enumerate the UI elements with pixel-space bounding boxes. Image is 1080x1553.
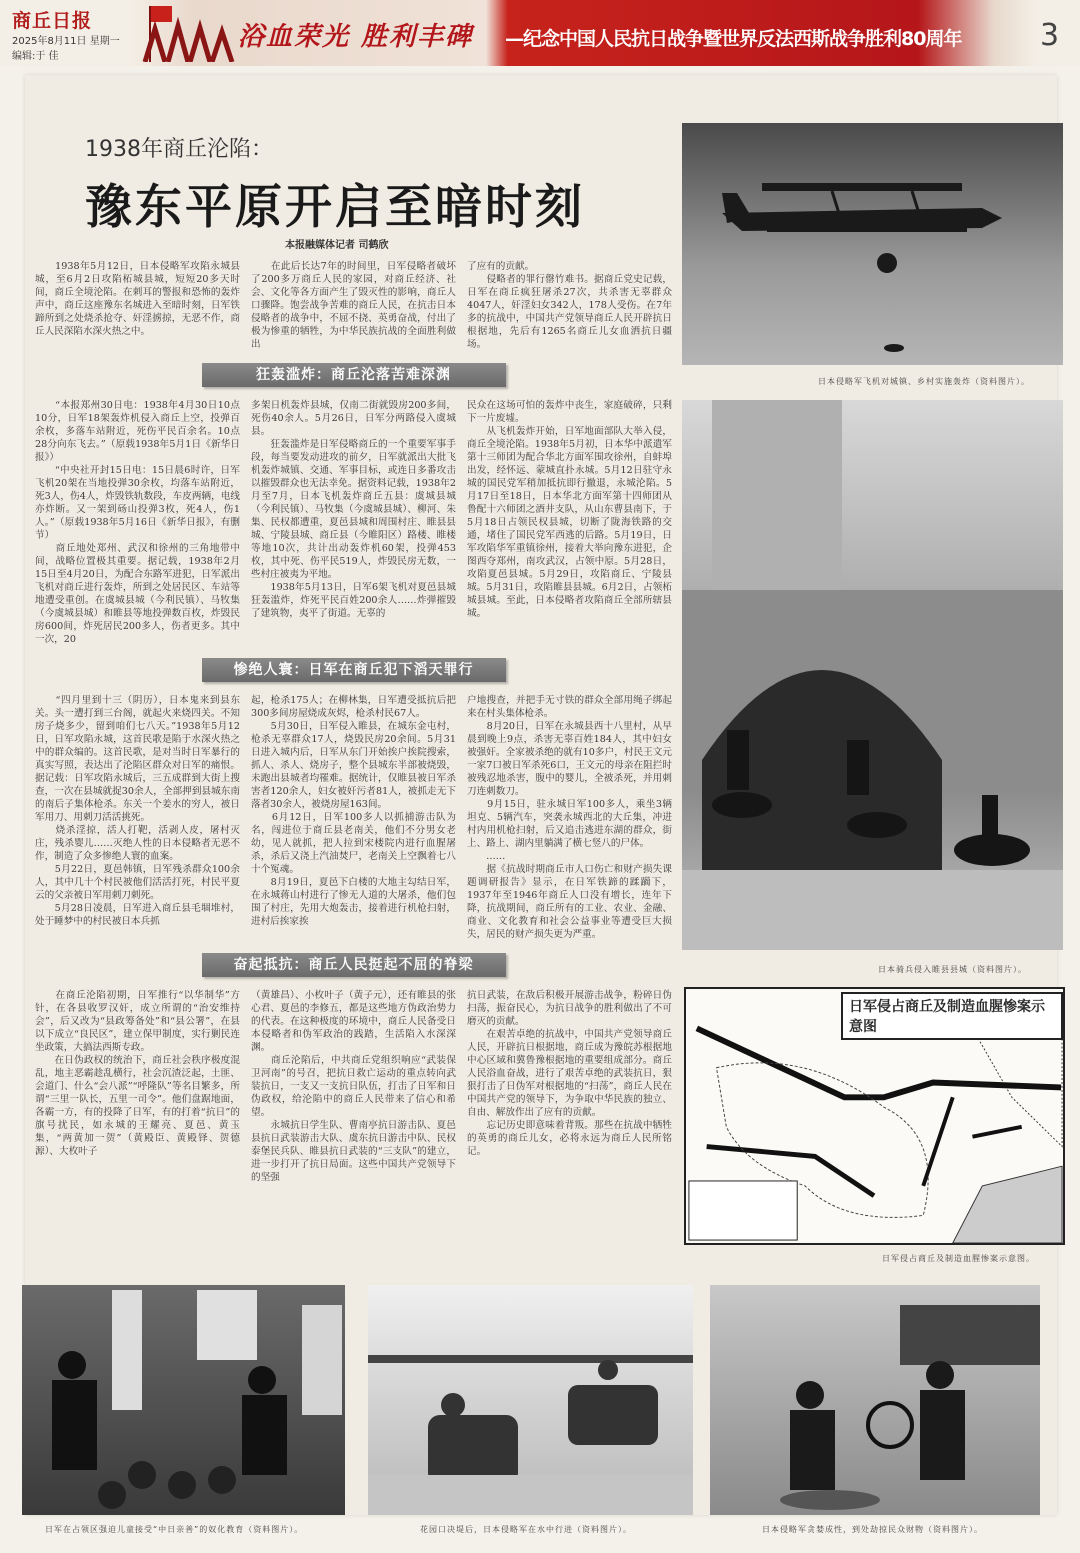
- commemoration-slogan: 浴血荣光 胜利丰碑: [238, 22, 474, 52]
- plane-photo-caption: 日本侵略军飞机对城镇、乡村实施轰炸（资料图片）。: [818, 377, 1030, 386]
- section-heading-atrocities: 惨绝人寰：日军在商丘犯下滔天罪行: [202, 658, 506, 682]
- section-2-column-3: 户地搜查，并把手无寸铁的群众全部用绳子绑起来在村头集体枪杀。 8月20日，日军在永城县西十八里村，从早晨到晚上9点，杀害无辜百姓184人，其中妇女被强奸。全家被杀绝的就有10多户，村民王文元一家7口被日军杀死6口，王文元的母亲在阻拦时被残忍地杀害，腹中的婴儿，全被杀死，并用刺刀连刺数刀。 9月15日，驻永城日军100多人，乘坐3辆坦克、5辆汽车，突袭永城西北的大丘集，冲进村内用机枪扫射，后又追击逃进东湖的群众，街上、路上、湖内里躺满了横七竖八的尸体。 …… 据《抗战时期商丘市人口伤亡和财产损失课题调研报告》显示，在日军铁蹄的蹂躏下，1937年至1946年商丘人口没有增长，连年下降，抗战期间，商丘所有的工业、农业、金融、商业、文化教育和社会公益事业等遭受巨大损失，居民的财产损失更为严重。: [467, 695, 672, 940]
- map-caption: 日军侵占商丘及制造血腥惨案示意图。: [882, 1254, 1035, 1263]
- section-3-column-1: 在商丘沦陷初期，日军推行“以华制华”方针，在各县收罗汉奸，成立所谓的“治安维持会”，后又改为“县政筹备处”和“县公署”，在县以下成立“良民区”，建立保甲制度，实行剿民连坐政策，大搞法西斯专政。 在日伪政权的统治下，商丘社会秩序极度混乱，地主恶霸趁乱横行，社会沉渣泛起，土匪、会道门、什么“会八派”“呼隆队”等名目繁多，所谓“三里一队长，五里一司令”。他们盘踞地面，各霸一方，有的投降了日军，有的打着“抗日”的旗号扰民，如永城的王耀亮、夏邑、黄玉集，“两黄加一贺”（黄殿臣、黄殿铎、贺德源）、大枚叶子: [35, 990, 240, 1157]
- school-photo-caption: 日军在占领区强迫儿童接受“中日亲善”的奴化教育（资料图片）。: [45, 1525, 304, 1534]
- byline: 本报融媒体记者 司鹤欣: [285, 240, 389, 251]
- article-kicker: 1938年商丘沦陷：: [85, 137, 273, 162]
- section-1-column-2: 多架日机轰炸县城，仅南二街就毁房200多间，死伤40余人。5月26日，日军分两路侵入虞城县。 狂轰滥炸是日军侵略商丘的一个重要军事手段，每当要发动进攻的前夕，日军就派出大批飞机轰炸城镇、交通、军事目标，或连日多番攻击以摧毁群众也无法幸免。据资料记载，1938年2月至7月，日本飞机轰炸商丘五县：虞城县城（今利民镇）、马牧集（今虞城县城）、柳河、朱集、民权都遭重，夏邑县城和周围村庄、睢县县城、宁陵县城、商丘县（今睢阳区）路楼、睢楼等地10次，共计出动轰炸机60架，投弹453枚，其中死、伤平民519人，炸毁民房无数，一些村庄被夷为平地。 1938年5月13日，日军6架飞机对夏邑县城狂轰滥炸，炸死平民百姓200余人……炸弹摧毁了建筑物，夷平了街道。无辜的: [251, 400, 456, 619]
- occupation-massacre-map: [684, 987, 1065, 1245]
- section-2-column-1: “四月里到十三（阴历），日本鬼来到县东关。头一遭打到三台阁，就起火来烧四关。不知房子烧多少，留到咱们七八天。”1938年5月12日，日军攻陷永城，这首民歌是陷于水深火热之中的群众编的。这首民歌，是对当时日军暴行的真实写照，表达出了沦陷区群众对日军的痛恨。据记载：日军攻陷永城后，三五成群到大街上搜查，一次在县城就捉30余人，全部押到县城东南的南后子集体枪杀。东关一个姜水的穷人，被日军用刀、用刺刀活活挑死。 烧杀淫掠，活人打靶，活剥人皮，屠村灭庄，残杀婴儿……灭绝人性的日本侵略者无恶不作，制造了众多惨绝人寰的血案。 5月22日，夏邑韩镇，日军残杀群众100余人，其中几十个村民被他们活活打死，村民平夏云的父亲被日军用刺刀刺死。 5月28日凌晨，日军进入商丘县毛堌堆村，处于睡梦中的村民被日本兵抓: [35, 695, 240, 927]
- newspaper-logo: 商丘日报: [12, 10, 93, 32]
- enslavement-education-photo: [22, 1285, 345, 1515]
- section-3-row: [35, 989, 672, 1184]
- issue-date: 2025年8月11日 星期一: [12, 36, 120, 47]
- commemoration-subtitle: —纪念中国人民抗日战争暨世界反法西斯战争胜利80周年: [505, 28, 962, 50]
- section-1-row: [35, 399, 672, 646]
- intro-row: [35, 260, 672, 351]
- intro-column-3: 了应有的贡献。 侵略者的罪行罄竹难书。据商丘党史记载，日军在商丘疯狂屠杀27次，共杀害无辜群众4047人，奸淫妇女342人，178人受伤。在7年多的抗战中，中国共产党领导商丘人民开辟抗日根据地，先后有1265名商丘儿女血洒抗日疆场。: [467, 261, 672, 350]
- intro-column-2: 在此后长达7年的时间里，日军侵略者破坏了200多万商丘人民的家园，对商丘经济、社会、文化等各方面产生了毁灭性的影响，商丘人口骤降。饱尝战争苦难的商丘人民，在抗击日本侵略者的战争中，不屈不挠、英勇奋战，付出了极为惨重的牺牲，为中华民族抗战的全面胜利做出: [251, 261, 456, 350]
- section-heading-bombing: 狂轰滥炸：商丘沦落苦难深渊: [202, 363, 506, 387]
- section-2-row: [35, 694, 672, 941]
- article-body: [35, 260, 672, 1184]
- section-1-column-3: 民众在这场可怕的轰炸中丧生，家庭破碎，只剩下一片废墟。 从飞机轰炸开始，日军地面部队大举入侵，商丘全境沦陷。1938年5月初，日本华中派遣军第十三师团为配合华北方面军围攻徐州，自蚌埠出发，经怀远、蒙城直扑永城。5月12日驻守永城的国民党军稍加抵抗即行撤退，永城沦陷。5月17日至18日，日本华北方面军第十四师团从鲁配十六师团之酒井支队，从山东曹县南下，于5月18日占领民权县城，切断了陇海铁路的交通，堵住了国民党军西逃的后路。5月19日，日军攻陷华军重镇徐州，接着大举向豫东进犯，企图西夺郑州，南攻武汉，占领中原。5月28日，攻陷夏邑县城。5月29日，攻陷商丘、宁陵县城。5月31日，攻陷睢县县城。6月2日，占领柘城县城。至此，日本侵略者攻陷商丘全部所辖县城。: [467, 400, 672, 619]
- editor-credit: 编辑:于 佳: [12, 51, 59, 62]
- bomber-plane-photo: [682, 123, 1063, 365]
- section-1-column-1: “本报郑州30日电：1938年4月30日10点10分，日军18架轰炸机侵入商丘上空，投弹百余枚，多落车站附近，死伤平民百余名。10点28分向东飞去。”（原载1938年5月1日《新华日报》） “中央社开封15日电：15日晨6时许，日军飞机20架在当地投弹30余枚，均落车站附近，死3人，伤4人，炸毁铁轨数段，车皮两辆，电线亦炸断。又一架到砀山投弹3枚，死4人，伤1人。”（原载1938年5月16日《新华日报》，有删节） 商丘地处郑州、武汉和徐州的三角地带中间，战略位置极其重要。据记载，1938年2月15日至4月20日，为配合东路军进犯，日军派出飞机对商丘进行轰炸，所到之处居民区、车站等地遭受重创。在虞城县城（今利民镇）、马牧集（今虞城县城）和睢县等地投弹数百枚，炸毁民房600间，炸死居民200多人，伤者更多。其中一次，20: [35, 400, 240, 645]
- map-title: 日军侵占商丘及制造血腥惨案示意图: [841, 992, 1063, 1040]
- flood-march-photo: [368, 1285, 693, 1515]
- flood-photo-caption: 花园口决堤后，日本侵略军在水中行进（资料图片）。: [420, 1525, 632, 1534]
- cavalry-photo-caption: 日本骑兵侵入睢县县城（资料图片）。: [878, 965, 1027, 974]
- page-number: 3: [1040, 18, 1060, 53]
- intro-column-1: 1938年5月12日，日本侵略军攻陷永城县城，至6月2日攻陷柘城县城，短短20多天时间，商丘全境沦陷。在刺耳的警报和恐怖的轰炸声中，商丘这座豫东名城进入至暗时刻，日军铁蹄所到之处烧杀抢夺、奸淫掳掠，无恶不作，商丘人民深陷水深火热之中。: [35, 261, 240, 337]
- section-heading-resistance: 奋起抵抗：商丘人民挺起不屈的脊梁: [202, 953, 506, 977]
- cavalry-city-gate-photo: [682, 400, 1063, 950]
- looting-soldiers-photo: [710, 1285, 1040, 1515]
- section-3-column-3: 抗日武装，在敌后积极开展游击战争，粉碎日伪扫荡，振奋民心，为抗日战争的胜利做出了不可磨灭的贡献。 在艰苦卓绝的抗战中，中国共产党领导商丘人民，开辟抗日根据地，商丘成为豫皖苏根据地中心区域和冀鲁豫根据地的重要组成部分。商丘人民浴血奋战，进行了艰苦卓绝的武装抗日，狠狠打击了日伪军对根据地的“扫荡”，商丘人民在中国共产党的领导下，为争取中华民族的独立、自由、解放作出了应有的贡献。 忘记历史即意味着背叛。那些在抗战中牺牲的英勇的商丘儿女，必将永远为商丘人民所铭记。: [467, 990, 672, 1157]
- article-title: 豫东平原开启至暗时刻: [85, 180, 585, 235]
- flag-soldiers-illustration: [140, 4, 235, 62]
- section-3-column-2: （黄雄昌）、小枚叶子（黄子元），还有睢县的张心君、夏邑的李修五，都是这些地方伪政治势力的代表。在这种极度的环境中，商丘人民备受日本侵略者和伪军政治的践踏，生活陷入水深深渊。 商丘沦陷后，中共商丘党组织响应“武装保卫河南”的号召，把抗日救亡运动的重点转向武装抗日，一支又一支抗日队伍，打击了日军和日伪政权，给沦陷中的商丘人民带来了信心和希望。 永城抗日学生队、曹南亭抗日游击队、夏邑县抗日武装游击大队、虞东抗日游击中队、民权泰堡民兵队、睢县抗日武装的“三支队”的建立，进一步打开了抗日局面。这些中国共产党领导下的坚强: [251, 990, 456, 1183]
- section-2-column-2: 起，枪杀175人；在柳林集，日军遭受抵抗后把300多间房屋烧成灰烬，枪杀村民67人。 5月30日，日军侵入睢县，在城东金屯村，枪杀无辜群众17人，烧毁民房20余间。5月31日进入城内后，日军从东门开始挨户挨院搜索，抓人、杀人、烧房子，整个县城东半部被烧毁，未跑出县城者均罹难。据统计，仅睢县被日军杀害者120余人，妇女被奸污者81人，被抓走无下落者30余人，被烧房屋163间。 6月12日，日军100多人以抓捕游击队为名，闯进位于商丘县老南关，他们不分男女老幼，见人就抓，把人拉到宋楼院内进行血腥屠杀，杀后又浇上汽油焚尸，老南关上空飘着七八十个冤魂。 8月19日，夏邑下白楼的大地主勾结日军，在永城蒋山村进行了惨无人道的大屠杀，他们包围了村庄，先用大炮轰击，接着进行机枪扫射，进村后挨家挨: [251, 695, 456, 927]
- looting-photo-caption: 日本侵略军贪婪成性，到处劫掠民众财物（资料图片）。: [762, 1525, 983, 1534]
